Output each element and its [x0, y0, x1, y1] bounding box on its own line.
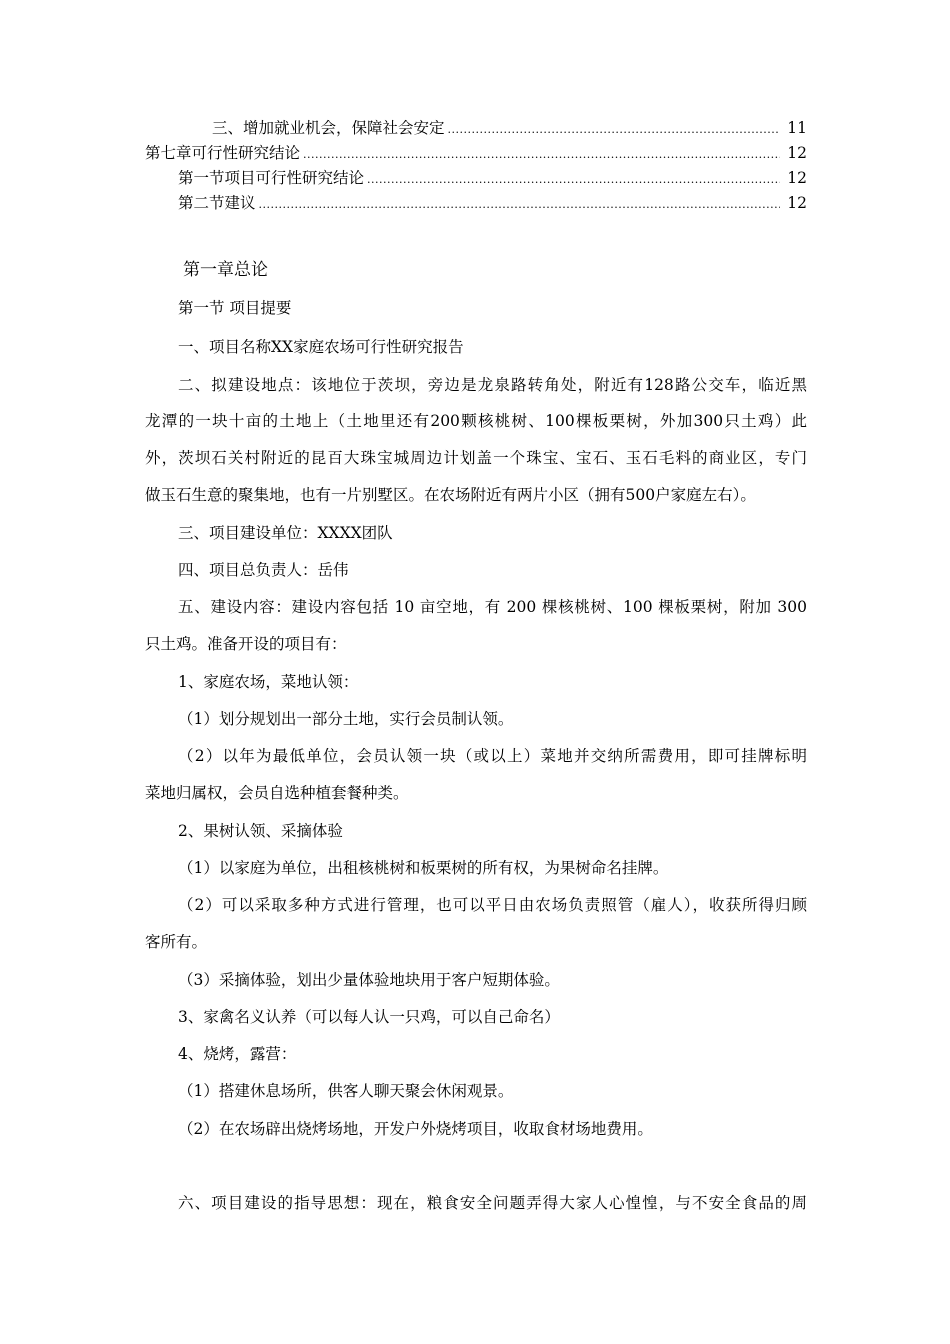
- toc-leader-dots: [448, 120, 780, 140]
- toc-leader-dots: [303, 145, 780, 165]
- paragraph-project-name: 一、项目名称XX家庭农场可行性研究报告: [178, 338, 464, 356]
- list-item: 4、烧烤，露营：: [178, 1045, 297, 1063]
- list-item: 3、家禽名义认养（可以每人认一只鸡，可以自己命名）: [178, 1008, 560, 1026]
- toc-entry-title: 第一节项目可行性研究结论: [178, 169, 365, 187]
- toc-entry[interactable]: [145, 143, 807, 165]
- paragraph-project-lead: 四、项目总负责人：岳伟: [178, 561, 349, 579]
- toc-leader-dots: [259, 195, 780, 215]
- list-subitem: （1）以家庭为单位，出租核桃树和板栗树的所有权，为果树命名挂牌。: [178, 859, 669, 877]
- list-item: 2、果树认领、采摘体验: [178, 822, 343, 840]
- toc-entry[interactable]: [178, 168, 807, 190]
- list-subitem-line: 菜地归属权，会员自选种植套餐种类。: [145, 784, 409, 802]
- chapter-title: 第一章总论: [183, 260, 268, 280]
- section-title: 第一节 项目提要: [178, 299, 292, 317]
- paragraph-guiding-principle-line: 六、项目建设的指导思想：现在，粮食安全问题弄得大家人心惶惶，与不安全食品的周: [178, 1194, 807, 1212]
- paragraph-location-line: 外，茨坝石关村附近的昆百大珠宝城周边计划盖一个珠宝、宝石、玉石毛料的商业区，专门: [145, 449, 807, 467]
- paragraph-location-line: 龙潭的一块十亩的土地上（土地里还有200颗核桃树、100棵板栗树，外加300只土鸡）此: [145, 412, 807, 430]
- paragraph-construction-content-line: 五、建设内容：建设内容包括 10 亩空地，有 200 棵核桃树、100 棵板栗树，附加 300: [178, 598, 807, 616]
- toc-leader-dots: [367, 170, 780, 190]
- list-subitem-line: （2）以年为最低单位，会员认领一块（或以上）菜地并交纳所需费用，即可挂牌标明: [178, 747, 807, 765]
- list-subitem: （3）采摘体验，划出少量体验地块用于客户短期体验。: [178, 971, 560, 989]
- toc-entry[interactable]: [212, 118, 807, 140]
- toc-page-number: 12: [787, 169, 807, 187]
- toc-entry-title: 第二节建议: [178, 194, 256, 212]
- paragraph-location-line: 二、拟建设地点：该地位于茨坝，旁边是龙泉路转角处，附近有128路公交车，临近黑: [178, 376, 807, 394]
- toc-entry-title: 第七章可行性研究结论: [145, 144, 301, 162]
- toc-page-number: 11: [787, 119, 807, 137]
- paragraph-construction-content-line: 只土鸡。准备开设的项目有：: [145, 635, 347, 653]
- toc-page-number: 12: [787, 194, 807, 212]
- toc-page-number: 12: [787, 144, 807, 162]
- list-subitem: （1）搭建休息场所，供客人聊天聚会休闲观景。: [178, 1082, 514, 1100]
- toc-entry[interactable]: [178, 193, 807, 215]
- list-subitem: （2）在农场辟出烧烤场地，开发户外烧烤项目，收取食材场地费用。: [178, 1120, 653, 1138]
- list-subitem: （1）划分规划出一部分土地，实行会员制认领。: [178, 710, 514, 728]
- toc-entry-title: 三、增加就业机会，保障社会安定: [212, 119, 445, 137]
- paragraph-location-line: 做玉石生意的聚集地，也有一片别墅区。在农场附近有两片小区（拥有500户家庭左右）。: [145, 486, 756, 504]
- list-subitem-line: （2）可以采取多种方式进行管理，也可以平日由农场负责照管（雇人），收获所得归顾: [178, 896, 807, 914]
- paragraph-construction-unit: 三、项目建设单位：XXXX团队: [178, 524, 393, 542]
- list-item: 1、家庭农场，菜地认领：: [178, 673, 359, 691]
- list-subitem-line: 客所有。: [145, 933, 208, 951]
